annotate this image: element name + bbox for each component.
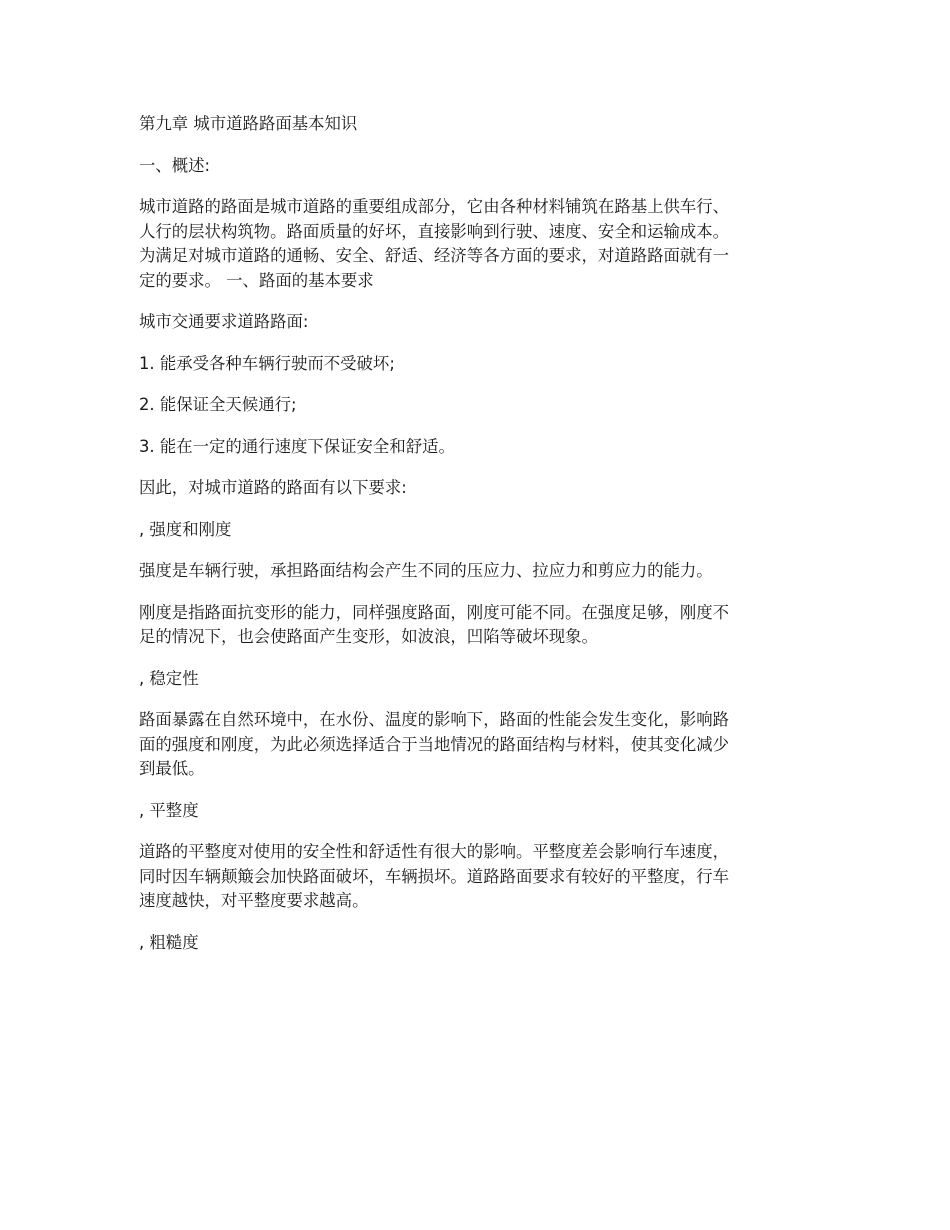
intro-line: 人行的层状构筑物。路面质量的好坏，直接影响到行驶、速度、安全和运输成本。 [139,221,730,241]
demand-intro: 城市交通要求道路路面: [139,312,309,331]
stiffness-paragraph [139,601,811,650]
flatness-heading: , 平整度 [139,800,199,820]
requirement-item: 1. 能承受各种车辆行驶而不受破坏; [139,353,395,373]
intro-line: 城市道路的路面是城市道路的重要组成部分，它由各种材料铺筑在路基上供车行、 [139,197,730,216]
strength-heading: , 强度和刚度 [139,519,232,539]
stability-line: 路面暴露在自然环境中，在水份、温度的影响下，路面的性能会发生变化，影响路 [139,710,730,729]
flatness-line: 道路的平整度对使用的安全性和舒适性有很大的影响。平整度差会影响行车速度， [139,842,730,861]
stiffness-line: 足的情况下，也会使路面产生变形，如波浪，凹陷等破坏现象。 [139,627,598,646]
flatness-line: 同时因车辆颠簸会加快路面破坏，车辆损坏。道路路面要求有较好的平整度，行车 [139,866,730,886]
stability-line: 面的强度和刚度，为此必须选择适合于当地情况的路面结构与材料，使其变化减少 [139,734,730,754]
section-heading: 一、概述: [139,155,211,175]
document-page [139,112,811,972]
requirement-item: 2. 能保证全天候通行; [139,395,297,414]
flatness-paragraph [139,840,811,914]
stiffness-line: 刚度是指路面抗变形的能力，同样强度路面，刚度可能不同。在强度足够，刚度不 [139,602,730,622]
therefore-text: 因此，对城市道路的路面有以下要求: [139,478,407,497]
stability-line: 到最低。 [139,759,205,778]
intro-line: 定的要求。 一、路面的基本要求 [139,270,374,290]
intro-paragraph [139,195,811,293]
stability-heading: , 稳定性 [139,668,199,688]
requirement-item: 3. 能在一定的通行速度下保证安全和舒适。 [139,436,455,456]
intro-line: 为满足对城市道路的通畅、安全、舒适、经济等各方面的要求，对道路路面就有一 [139,246,730,265]
stability-paragraph [139,708,811,782]
roughness-heading: , 粗糙度 [139,932,199,952]
flatness-line: 速度越快，对平整度要求越高。 [139,891,369,910]
chapter-title: 第九章 城市道路路面基本知识 [139,114,358,133]
strength-paragraph: 强度是车辆行驶，承担路面结构会产生不同的压应力、拉应力和剪应力的能力。 [139,561,713,580]
